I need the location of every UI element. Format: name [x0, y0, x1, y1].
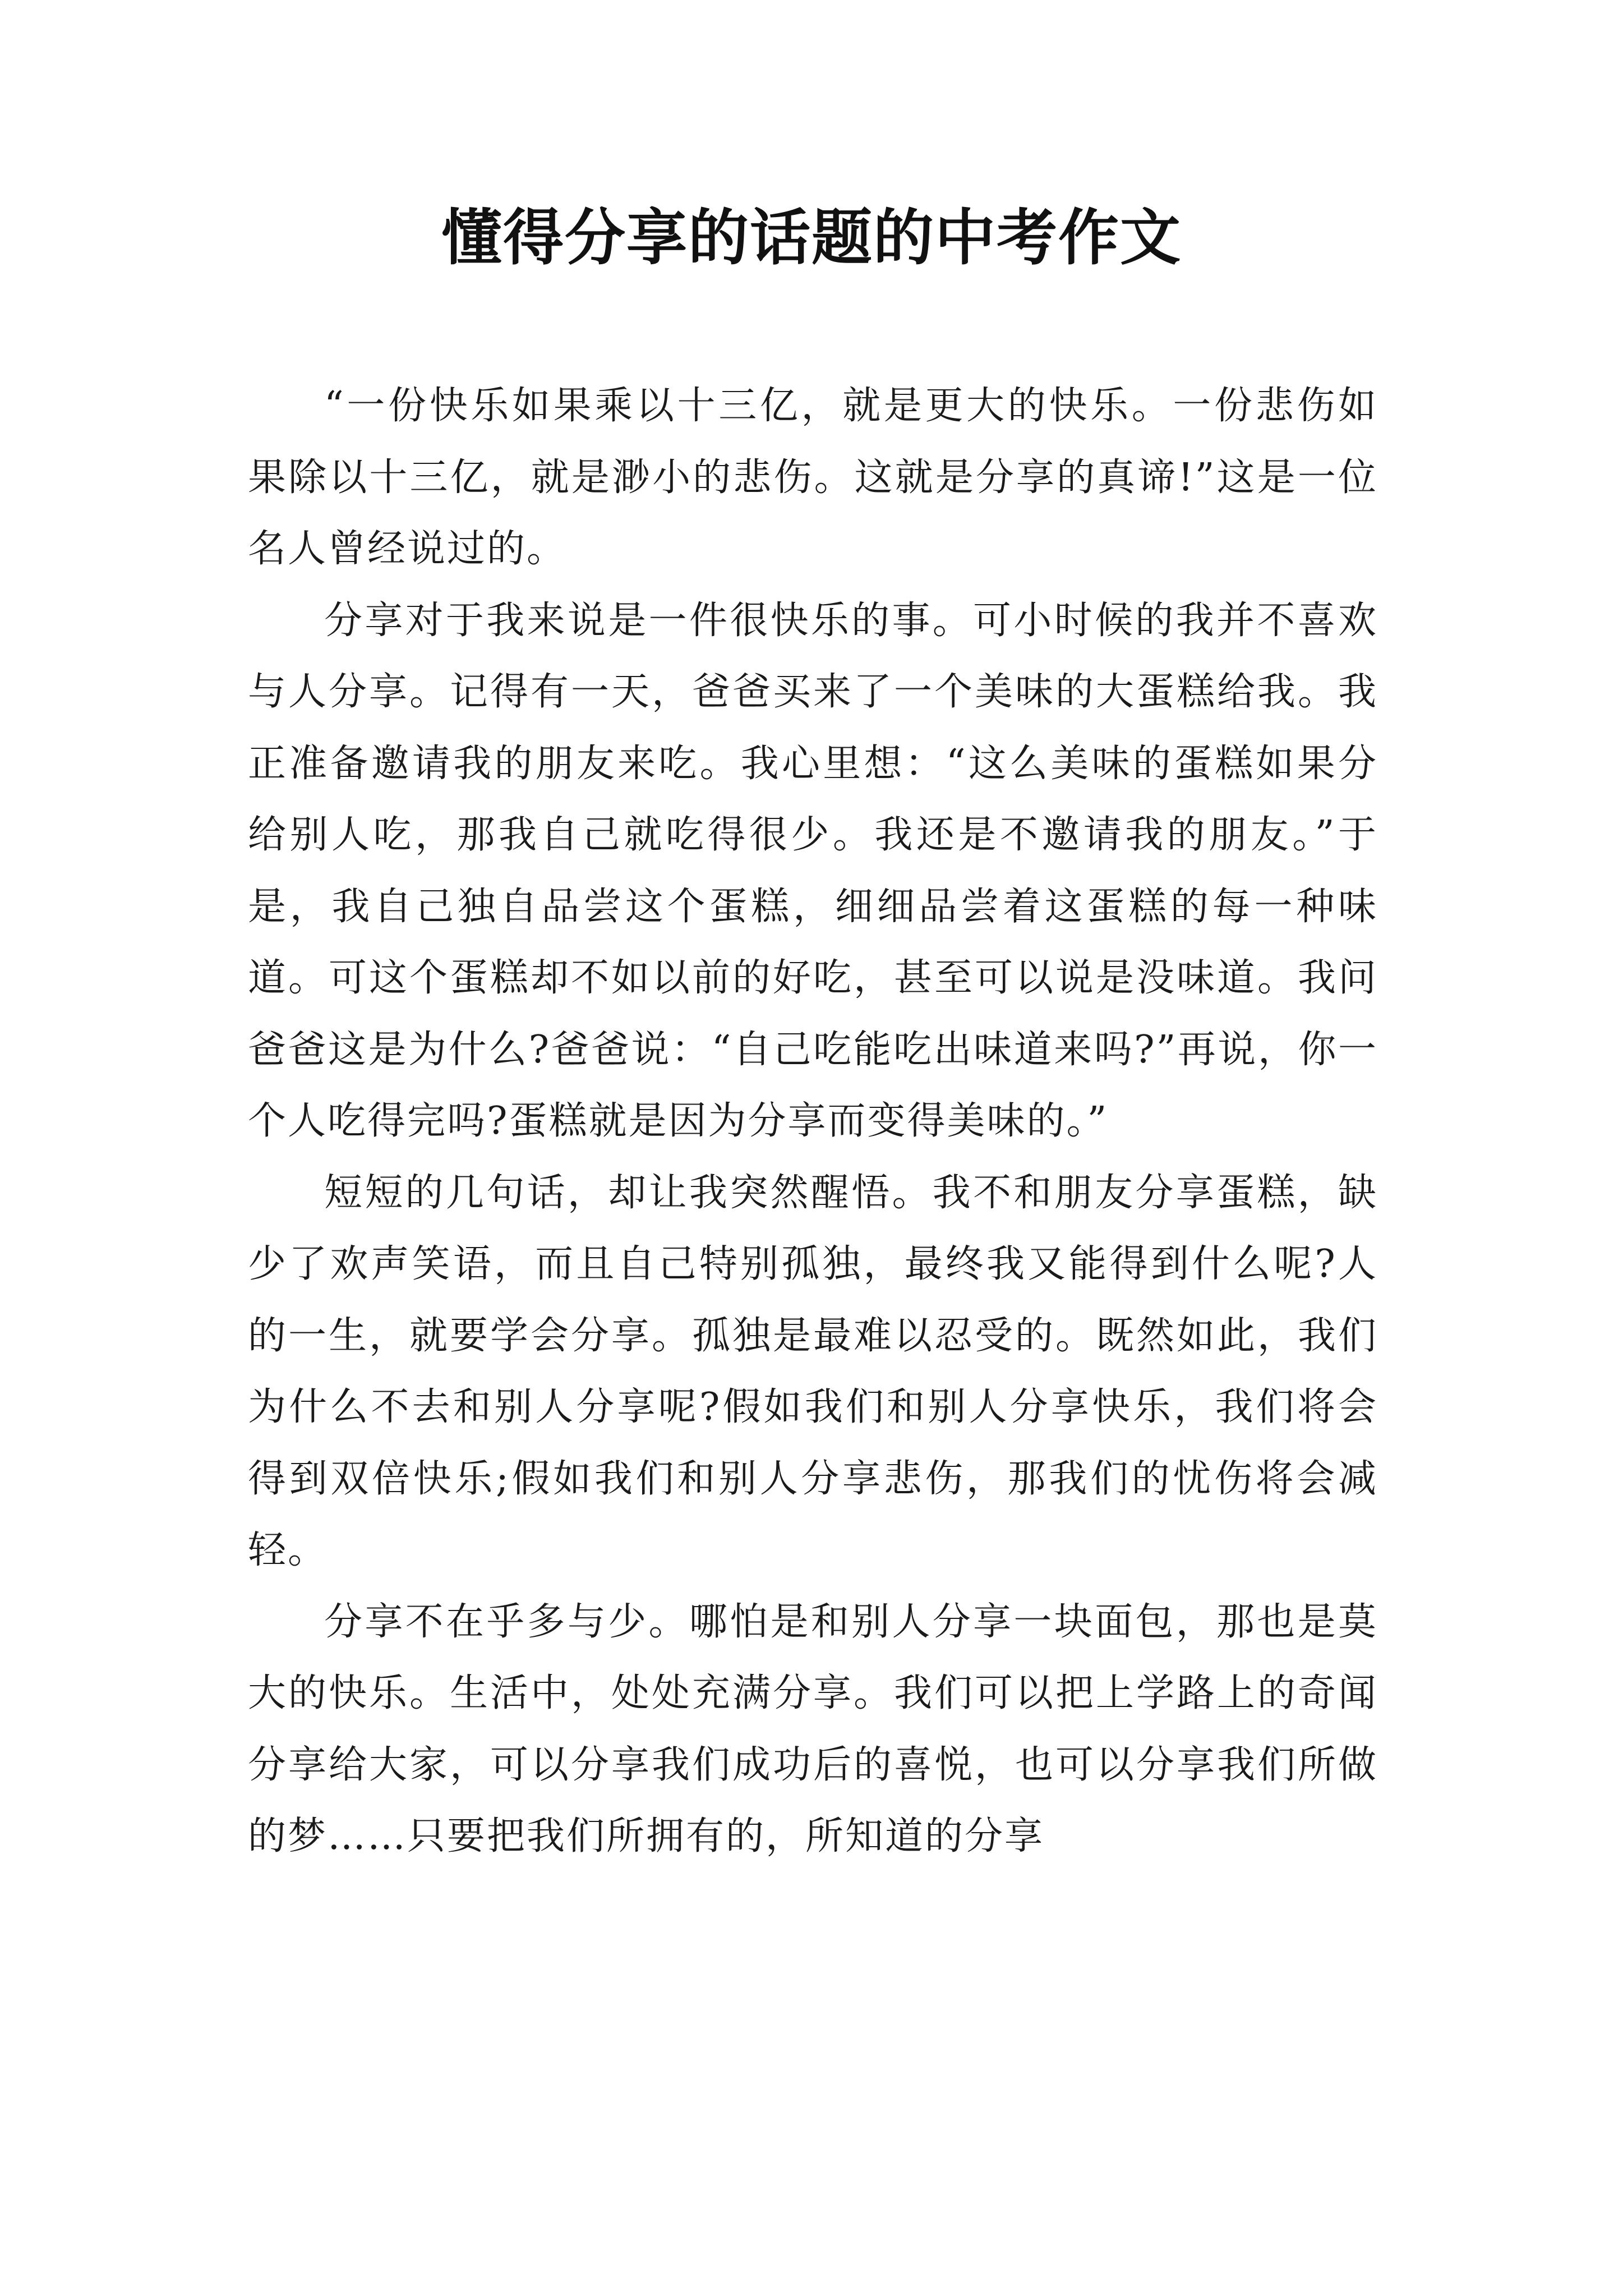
- paragraph-1: “一份快乐如果乘以十三亿，就是更大的快乐。一份悲伤如果除以十三亿，就是渺小的悲伤。这就是分享的真谛!”这是一位名人曾经说过的。: [248, 384, 1378, 571]
- paragraph-4: 分享不在乎多与少。哪怕是和别人分享一块面包，那也是莫大的快乐。生活中，处处充满分享。我们可以把上学路上的奇闻分享给大家，可以分享我们成功后的喜悦，也可以分享我们所做的梦……只要把我们所拥有的，所知道的分享: [248, 1599, 1378, 1858]
- document-body: [248, 370, 1378, 1872]
- paragraph-3: 短短的几句话，却让我突然醒悟。我不和朋友分享蛋糕，缺少了欢声笑语，而且自己特别孤独，最终我又能得到什么呢?人的一生，就要学会分享。孤独是最难以忍受的。既然如此，我们为什么不去和别人分享呢?假如我们和别人分享快乐，我们将会得到双倍快乐;假如我们和别人分享悲伤，那我们的忧伤将会减轻。: [248, 1170, 1378, 1572]
- document-title: 懂得分享的话题的中考作文: [441, 203, 1182, 273]
- paragraph-2: 分享对于我来说是一件很快乐的事。可小时候的我并不喜欢与人分享。记得有一天，爸爸买来了一个美味的大蛋糕给我。我正准备邀请我的朋友来吃。我心里想：“这么美味的蛋糕如果分给别人吃，那我自己就吃得很少。我还是不邀请我的朋友。”于是，我自己独自品尝这个蛋糕，细细品尝着这蛋糕的每一种味道。可这个蛋糕却不如以前的好吃，甚至可以说是没味道。我问爸爸这是为什么?爸爸说：“自己吃能吃出味道来吗?”再说，你一个人吃得完吗?蛋糕就是因为分享而变得美味的。”: [248, 598, 1378, 1143]
